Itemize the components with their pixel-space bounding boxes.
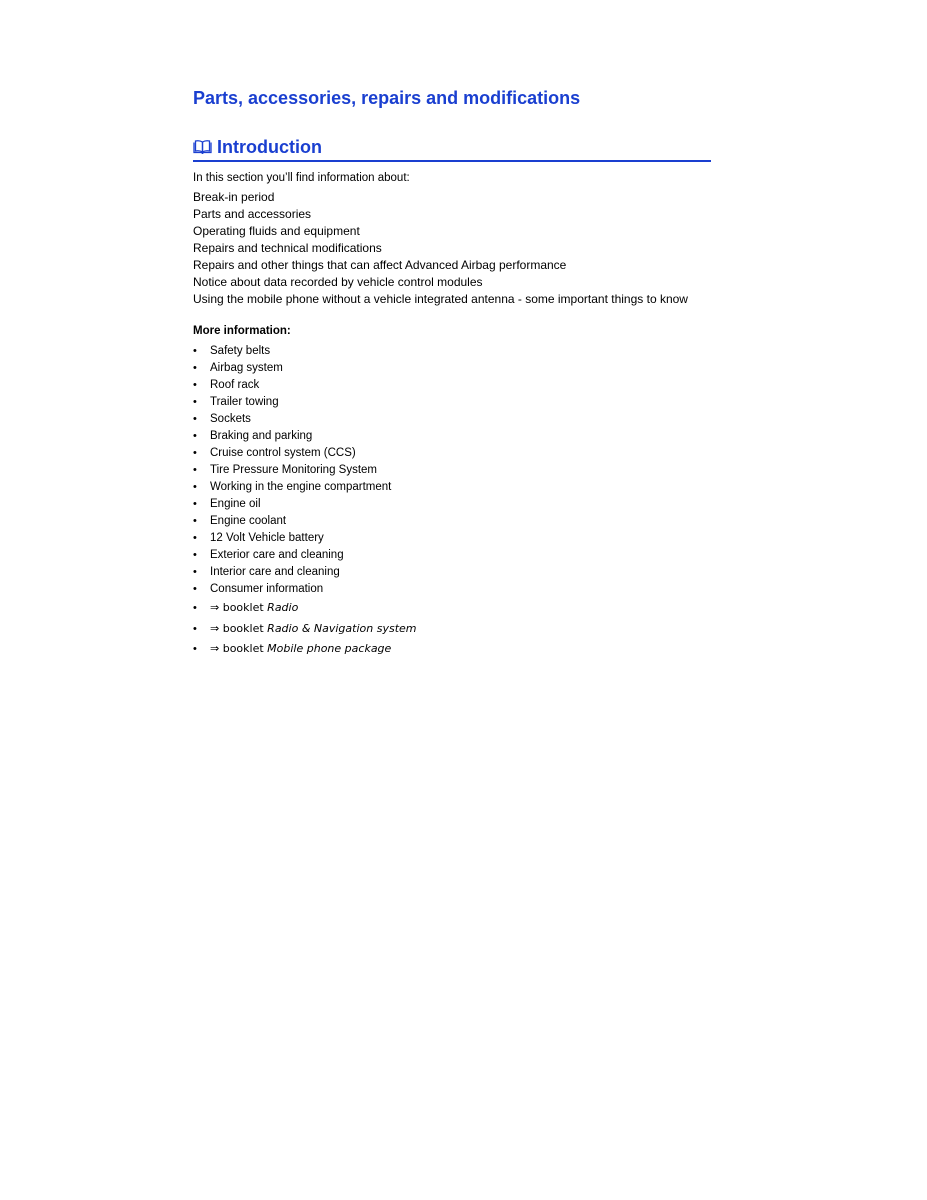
bullet-icon: •	[193, 532, 197, 544]
more-info-item[interactable]	[193, 479, 711, 496]
more-info-label: 12 Volt Vehicle battery	[210, 532, 324, 544]
more-info-label: Airbag system	[210, 362, 283, 374]
topic-link-operating-fluids[interactable]: Operating fluids and equipment	[193, 224, 360, 238]
section-title: Introduction	[217, 137, 322, 157]
booklet-title: Mobile phone package	[267, 642, 392, 655]
intro-lead: In this section you’ll find information about:	[193, 172, 410, 184]
more-info-label: Safety belts	[210, 345, 271, 357]
bullet-icon: •	[193, 379, 197, 391]
more-info-item[interactable]	[193, 581, 711, 598]
bullet-icon: •	[193, 549, 197, 561]
section-header	[193, 135, 711, 162]
more-info-label: Braking and parking	[210, 430, 313, 442]
bullet-icon: •	[193, 396, 197, 408]
booklet-prefix: ⇒ booklet	[210, 642, 264, 655]
bullet-icon: •	[193, 498, 197, 510]
booklet-reference-mobile-phone[interactable]	[193, 639, 711, 660]
topic-link-mobile-phone[interactable]: Using the mobile phone without a vehicle integrated antenna - some important things to know	[193, 292, 688, 306]
more-info-label: Exterior care and cleaning	[210, 549, 344, 561]
more-info-list	[193, 343, 711, 660]
more-info-item[interactable]	[193, 530, 711, 547]
bullet-icon: •	[193, 566, 197, 578]
booklet-title: Radio	[267, 601, 299, 614]
open-book-icon	[193, 140, 212, 154]
bullet-icon: •	[193, 362, 197, 374]
booklet-reference-radio-navigation[interactable]	[193, 619, 711, 640]
bullet-icon: •	[193, 447, 197, 459]
booklet-prefix: ⇒ booklet	[210, 601, 264, 614]
bullet-icon: •	[193, 643, 197, 655]
bullet-icon: •	[193, 481, 197, 493]
bullet-icon: •	[193, 515, 197, 527]
more-info-item[interactable]	[193, 547, 711, 564]
bullet-icon: •	[193, 345, 197, 357]
topic-list	[193, 189, 711, 308]
topic-link-repairs-modifications[interactable]: Repairs and technical modifications	[193, 241, 382, 255]
more-info-label: Sockets	[210, 413, 251, 425]
more-info-label: Engine oil	[210, 498, 261, 510]
more-info-item[interactable]	[193, 496, 711, 513]
more-info-label: Trailer towing	[210, 396, 279, 408]
topic-link-data-recorded[interactable]: Notice about data recorded by vehicle control modules	[193, 275, 483, 289]
manual-page	[193, 86, 711, 660]
more-info-label: Engine coolant	[210, 515, 287, 527]
more-info-label: Cruise control system (CCS)	[210, 447, 356, 459]
more-info-item[interactable]	[193, 445, 711, 462]
booklet-prefix: ⇒ booklet	[210, 621, 264, 635]
more-info-item[interactable]	[193, 394, 711, 411]
bullet-icon: •	[193, 602, 197, 614]
more-info-item[interactable]	[193, 377, 711, 394]
more-info-label: Tire Pressure Monitoring System	[210, 464, 378, 476]
more-info-label: Roof rack	[210, 379, 260, 391]
bullet-icon: •	[193, 430, 197, 442]
more-info-item[interactable]	[193, 343, 711, 360]
topic-link-parts-and-accessories[interactable]: Parts and accessories	[193, 207, 312, 221]
topic-link-break-in-period[interactable]: Break-in period	[193, 190, 275, 204]
booklet-title: Radio & Navigation system	[267, 621, 417, 635]
more-info-label: Working in the engine compartment	[210, 481, 392, 493]
more-info-item[interactable]	[193, 462, 711, 479]
more-info-label: Consumer information	[210, 583, 324, 595]
bullet-icon: •	[193, 413, 197, 425]
bullet-icon: •	[193, 464, 197, 476]
bullet-icon: •	[193, 622, 197, 635]
more-info-item[interactable]	[193, 513, 711, 530]
bullet-icon: •	[193, 583, 197, 595]
booklet-reference-radio[interactable]	[193, 598, 711, 619]
more-info-item[interactable]	[193, 428, 711, 445]
more-info-item[interactable]	[193, 411, 711, 428]
more-info-item[interactable]	[193, 360, 711, 377]
more-info-item[interactable]	[193, 564, 711, 581]
chapter-title: Parts, accessories, repairs and modifications	[193, 88, 581, 108]
more-info-heading: More information:	[193, 325, 291, 337]
more-info-label: Interior care and cleaning	[210, 566, 340, 578]
topic-link-airbag-performance[interactable]: Repairs and other things that can affect Advanced Airbag performance	[193, 258, 567, 272]
